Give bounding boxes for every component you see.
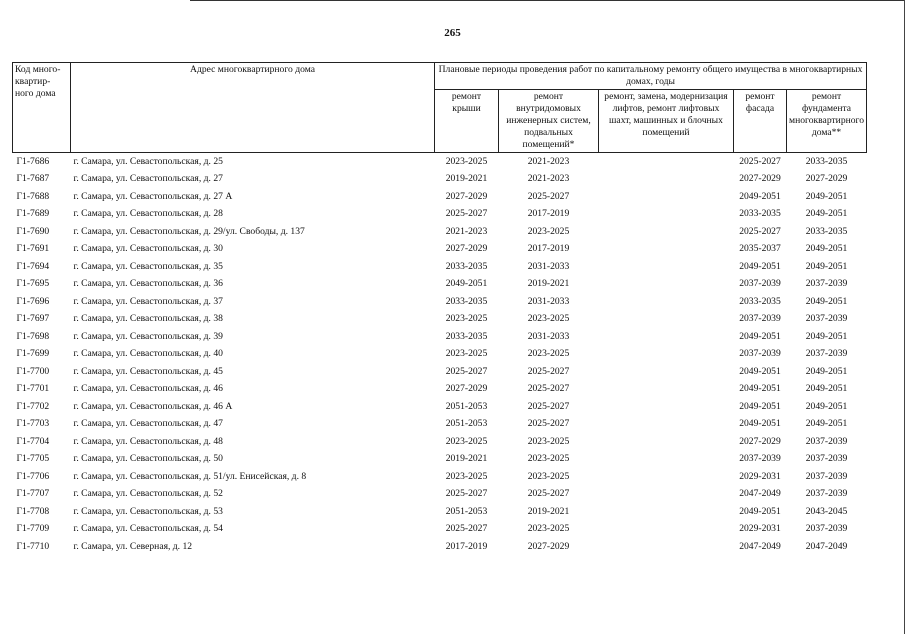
cell-foundation: 2049-2051: [805, 295, 848, 307]
cell-address: г. Самара, ул. Севастопольская, д. 50: [73, 453, 223, 465]
cell-foundation: 2043-2045: [805, 505, 848, 517]
cell-code: Г1-7708: [16, 505, 50, 517]
cell-engineering: 2023-2025: [527, 470, 570, 482]
cell-code: Г1-7695: [16, 278, 50, 290]
cell-lifts: [599, 398, 734, 416]
cell-roof: 2051-2053: [445, 418, 488, 430]
cell-lifts: [599, 276, 734, 294]
cell-foundation: 2033-2035: [805, 155, 848, 167]
cell-roof: 2021-2023: [445, 225, 488, 237]
cell-address: г. Самара, ул. Севастопольская, д. 39: [73, 330, 223, 342]
cell-facade: 2049-2051: [739, 418, 781, 430]
cell-lifts: [599, 328, 734, 346]
cell-foundation: 2037-2039: [805, 278, 848, 290]
cell-code: Г1-7701: [16, 383, 50, 395]
cell-foundation: 2049-2051: [805, 208, 848, 220]
cell-facade: 2025-2027: [739, 225, 781, 237]
header-planned-periods: Плановые периоды проведения работ по капитальному ремонту общего имущества в многоквартирных домах, годы: [435, 63, 867, 90]
cell-facade: 2047-2049: [739, 540, 781, 552]
cell-facade: 2037-2039: [739, 453, 781, 465]
cell-foundation: 2049-2051: [805, 418, 848, 430]
table-row: [13, 346, 867, 364]
cell-roof: 2023-2025: [445, 313, 488, 325]
table-row: [13, 276, 867, 294]
cell-code: Г1-7706: [16, 470, 50, 482]
cell-roof: 2027-2029: [445, 383, 488, 395]
cell-facade: 2037-2039: [739, 348, 781, 360]
cell-lifts: [599, 451, 734, 469]
cell-address: г. Самара, ул. Севастопольская, д. 46 А: [73, 400, 233, 412]
cell-lifts: [599, 503, 734, 521]
header-engineering: ремонт внутридомовых инженерных систем, подвальных помещений*: [499, 90, 599, 153]
cell-lifts: [599, 363, 734, 381]
cell-roof: 2033-2035: [445, 295, 488, 307]
cell-foundation: 2027-2029: [805, 173, 848, 185]
table-row: [13, 363, 867, 381]
cell-lifts: [599, 311, 734, 329]
cell-foundation: 2037-2039: [805, 523, 848, 535]
cell-engineering: 2023-2025: [527, 225, 570, 237]
cell-engineering: 2023-2025: [527, 453, 570, 465]
table-row: [13, 486, 867, 504]
cell-foundation: 2033-2035: [805, 225, 848, 237]
cell-code: Г1-7690: [16, 225, 50, 237]
cell-roof: 2019-2021: [445, 173, 488, 185]
cell-address: г. Самара, ул. Севастопольская, д. 27 А: [73, 190, 233, 202]
table-row: [13, 241, 867, 259]
table-row: [13, 223, 867, 241]
cell-facade: 2049-2051: [739, 260, 781, 272]
cell-roof: 2027-2029: [445, 243, 488, 255]
cell-engineering: 2027-2029: [527, 540, 570, 552]
cell-address: г. Самара, ул. Севастопольская, д. 47: [73, 418, 223, 430]
header-lifts: ремонт, замена, модернизация лифтов, ремонт лифтовых шахт, машинных и блочных помещений: [599, 90, 734, 153]
cell-facade: 2049-2051: [739, 400, 781, 412]
header-code: Код много-квартир-ного дома: [13, 63, 71, 153]
cell-engineering: 2017-2019: [527, 243, 570, 255]
cell-foundation: 2037-2039: [805, 435, 848, 447]
cell-roof: 2017-2019: [445, 540, 488, 552]
cell-roof: 2051-2053: [445, 505, 488, 517]
cell-foundation: 2049-2051: [805, 400, 848, 412]
cell-foundation: 2047-2049: [805, 540, 848, 552]
cell-lifts: [599, 293, 734, 311]
cell-code: Г1-7703: [16, 418, 50, 430]
cell-foundation: 2049-2051: [805, 330, 848, 342]
table-row: [13, 171, 867, 189]
cell-roof: 2027-2029: [445, 190, 488, 202]
cell-engineering: 2023-2025: [527, 435, 570, 447]
cell-engineering: 2031-2033: [527, 330, 570, 342]
cell-roof: 2023-2025: [445, 348, 488, 360]
cell-code: Г1-7698: [16, 330, 50, 342]
cell-facade: 2049-2051: [739, 505, 781, 517]
cell-foundation: 2037-2039: [805, 470, 848, 482]
cell-lifts: [599, 206, 734, 224]
cell-foundation: 2037-2039: [805, 348, 848, 360]
header-facade: ремонт фасада: [734, 90, 787, 153]
cell-code: Г1-7686: [16, 155, 50, 167]
cell-address: г. Самара, ул. Севастопольская, д. 27: [73, 173, 223, 185]
cell-address: г. Самара, ул. Севастопольская, д. 45: [73, 365, 223, 377]
cell-facade: 2029-2031: [739, 523, 781, 535]
cell-facade: 2049-2051: [739, 330, 781, 342]
cell-facade: 2033-2035: [739, 208, 781, 220]
cell-foundation: 2037-2039: [805, 313, 848, 325]
cell-roof: 2033-2035: [445, 260, 488, 272]
cell-lifts: [599, 468, 734, 486]
cell-engineering: 2025-2027: [527, 365, 570, 377]
table-row: [13, 503, 867, 521]
cell-foundation: 2037-2039: [805, 488, 848, 500]
cell-engineering: 2031-2033: [527, 295, 570, 307]
table-row: [13, 293, 867, 311]
cell-address: г. Самара, ул. Севастопольская, д. 51/ул. Енисейская, д. 8: [73, 470, 307, 482]
header-address: Адрес многоквартирного дома: [71, 63, 435, 153]
cell-engineering: 2025-2027: [527, 400, 570, 412]
cell-address: г. Самара, ул. Севастопольская, д. 46: [73, 383, 223, 395]
cell-engineering: 2021-2023: [527, 155, 570, 167]
cell-code: Г1-7707: [16, 488, 50, 500]
table-row: [13, 258, 867, 276]
cell-code: Г1-7694: [16, 260, 50, 272]
cell-lifts: [599, 433, 734, 451]
cell-facade: 2027-2029: [739, 435, 781, 447]
cell-facade: 2025-2027: [739, 155, 781, 167]
repair-schedule-table: [12, 62, 867, 556]
cell-address: г. Самара, ул. Севастопольская, д. 38: [73, 313, 223, 325]
table-row: [13, 538, 867, 556]
table-row: [13, 433, 867, 451]
header-foundation: ремонт фундамента многоквартирного дома**: [787, 90, 867, 153]
cell-code: Г1-7696: [16, 295, 50, 307]
table-row: [13, 416, 867, 434]
cell-code: Г1-7699: [16, 348, 50, 360]
cell-code: Г1-7705: [16, 453, 50, 465]
cell-address: г. Самара, ул. Севастопольская, д. 40: [73, 348, 223, 360]
cell-roof: 2019-2021: [445, 453, 488, 465]
cell-engineering: 2017-2019: [527, 208, 570, 220]
cell-engineering: 2025-2027: [527, 190, 570, 202]
cell-lifts: [599, 381, 734, 399]
cell-engineering: 2019-2021: [527, 505, 570, 517]
cell-engineering: 2025-2027: [527, 488, 570, 500]
cell-engineering: 2025-2027: [527, 418, 570, 430]
cell-code: Г1-7687: [16, 173, 50, 185]
cell-address: г. Самара, ул. Севастопольская, д. 54: [73, 523, 223, 535]
cell-roof: 2025-2027: [445, 365, 488, 377]
cell-roof: 2023-2025: [445, 155, 488, 167]
cell-facade: 2047-2049: [739, 488, 781, 500]
table-row: [13, 311, 867, 329]
cell-engineering: 2023-2025: [527, 313, 570, 325]
cell-engineering: 2023-2025: [527, 523, 570, 535]
cell-facade: 2049-2051: [739, 365, 781, 377]
cell-code: Г1-7697: [16, 313, 50, 325]
table-row: [13, 153, 867, 171]
cell-code: Г1-7702: [16, 400, 50, 412]
cell-engineering: 2025-2027: [527, 383, 570, 395]
cell-lifts: [599, 486, 734, 504]
cell-lifts: [599, 241, 734, 259]
table-row: [13, 206, 867, 224]
cell-facade: 2049-2051: [739, 383, 781, 395]
cell-engineering: 2021-2023: [527, 173, 570, 185]
table-body: [13, 153, 867, 556]
cell-facade: 2029-2031: [739, 470, 781, 482]
cell-facade: 2027-2029: [739, 173, 781, 185]
header-roof: ремонт крыши: [435, 90, 499, 153]
cell-foundation: 2049-2051: [805, 383, 848, 395]
cell-code: Г1-7710: [16, 540, 50, 552]
cell-code: Г1-7700: [16, 365, 50, 377]
cell-roof: 2023-2025: [445, 470, 488, 482]
cell-facade: 2037-2039: [739, 313, 781, 325]
cell-facade: 2035-2037: [739, 243, 781, 255]
cell-lifts: [599, 153, 734, 171]
cell-roof: 2025-2027: [445, 488, 488, 500]
cell-lifts: [599, 416, 734, 434]
cell-foundation: 2037-2039: [805, 453, 848, 465]
cell-code: Г1-7691: [16, 243, 50, 255]
cell-lifts: [599, 223, 734, 241]
cell-lifts: [599, 258, 734, 276]
cell-address: г. Самара, ул. Севастопольская, д. 52: [73, 488, 223, 500]
table-row: [13, 188, 867, 206]
cell-address: г. Самара, ул. Севастопольская, д. 28: [73, 208, 223, 220]
cell-code: Г1-7688: [16, 190, 50, 202]
cell-foundation: 2049-2051: [805, 190, 848, 202]
cell-facade: 2037-2039: [739, 278, 781, 290]
cell-address: г. Самара, ул. Севастопольская, д. 53: [73, 505, 223, 517]
cell-engineering: 2019-2021: [527, 278, 570, 290]
cell-lifts: [599, 171, 734, 189]
top-border-line: [190, 0, 905, 1]
cell-roof: 2025-2027: [445, 523, 488, 535]
cell-lifts: [599, 188, 734, 206]
cell-foundation: 2049-2051: [805, 365, 848, 377]
cell-roof: 2051-2053: [445, 400, 488, 412]
cell-foundation: 2049-2051: [805, 243, 848, 255]
cell-lifts: [599, 538, 734, 556]
cell-lifts: [599, 346, 734, 364]
table-row: [13, 328, 867, 346]
cell-address: г. Самара, ул. Севастопольская, д. 25: [73, 155, 223, 167]
table-row: [13, 521, 867, 539]
cell-lifts: [599, 521, 734, 539]
cell-address: г. Самара, ул. Севастопольская, д. 35: [73, 260, 223, 272]
table-row: [13, 381, 867, 399]
cell-roof: 2025-2027: [445, 208, 488, 220]
cell-roof: 2033-2035: [445, 330, 488, 342]
cell-address: г. Самара, ул. Севастопольская, д. 48: [73, 435, 223, 447]
cell-address: г. Самара, ул. Севастопольская, д. 37: [73, 295, 223, 307]
cell-code: Г1-7689: [16, 208, 50, 220]
cell-facade: 2033-2035: [739, 295, 781, 307]
cell-code: Г1-7709: [16, 523, 50, 535]
cell-address: г. Самара, ул. Северная, д. 12: [73, 540, 193, 552]
cell-engineering: 2031-2033: [527, 260, 570, 272]
cell-address: г. Самара, ул. Севастопольская, д. 30: [73, 243, 223, 255]
cell-facade: 2049-2051: [739, 190, 781, 202]
cell-roof: 2023-2025: [445, 435, 488, 447]
cell-foundation: 2049-2051: [805, 260, 848, 272]
table-row: [13, 451, 867, 469]
table-row: [13, 468, 867, 486]
cell-code: Г1-7704: [16, 435, 50, 447]
cell-roof: 2049-2051: [445, 278, 488, 290]
cell-address: г. Самара, ул. Севастопольская, д. 29/ул. Свободы, д. 137: [73, 225, 305, 237]
cell-engineering: 2023-2025: [527, 348, 570, 360]
cell-address: г. Самара, ул. Севастопольская, д. 36: [73, 278, 223, 290]
table-row: [13, 398, 867, 416]
page-number: 265: [444, 27, 461, 39]
